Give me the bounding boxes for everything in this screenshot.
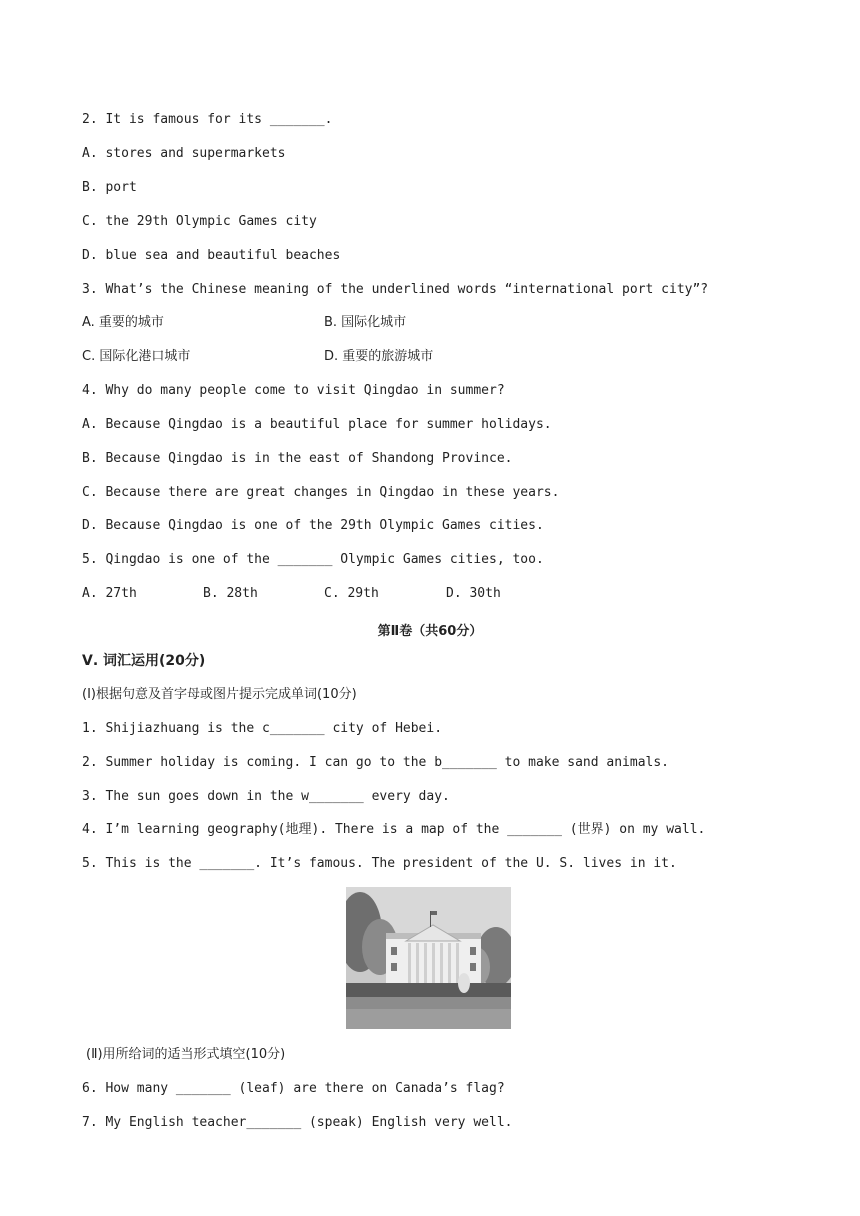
q4-option-a: A. Because Qingdao is a beautiful place for summer holidays.	[82, 417, 552, 432]
vocab-item-3: 3. The sun goes down in the w_______ every day.	[82, 789, 450, 804]
q4-stem: 4. Why do many people come to visit Qingdao in summer?	[82, 383, 505, 398]
section-five-title: Ⅴ. 词汇运用(20分)	[82, 653, 206, 669]
q2-stem: 2. It is famous for its _______.	[82, 112, 333, 127]
q2-option-b: B. port	[82, 180, 137, 195]
q3-option-d: D. 重要的旅游城市	[324, 349, 434, 364]
vocab-item-2: 2. Summer holiday is coming. I can go to the b_______ to make sand animals.	[82, 755, 669, 770]
form-item-6: 6. How many _______ (leaf) are there on Canada’s flag?	[82, 1081, 505, 1096]
vocab-item-1: 1. Shijiazhuang is the c_______ city of Hebei.	[82, 721, 443, 736]
white-house-photo	[346, 887, 511, 1029]
vocab-item-5: 5. This is the _______. It’s famous. The president of the U. S. lives in it.	[82, 856, 677, 871]
q5-option-a: A. 27th	[82, 586, 137, 601]
q3-option-a: A. 重要的城市	[82, 315, 164, 330]
q2-option-c: C. the 29th Olympic Games city	[82, 214, 317, 229]
q4-option-d: D. Because Qingdao is one of the 29th Olympic Games cities.	[82, 518, 544, 533]
q3-stem: 3. What’s the Chinese meaning of the underlined words “international port city”?	[82, 282, 709, 297]
q5-option-b: B. 28th	[203, 586, 258, 601]
subsection-two-title: (Ⅱ)用所给词的适当形式填空(10分)	[86, 1047, 286, 1062]
q4-option-c: C. Because there are great changes in Qingdao in these years.	[82, 485, 560, 500]
q5-option-d: D. 30th	[446, 586, 501, 601]
form-item-7: 7. My English teacher_______ (speak) English very well.	[82, 1115, 513, 1130]
q3-option-c: C. 国际化港口城市	[82, 349, 191, 364]
vocab-item-4: 4. I’m learning geography(地理). There is a map of the _______ (世界) on my wall.	[82, 822, 706, 837]
q3-option-b: B. 国际化城市	[324, 315, 407, 330]
subsection-one-title: (Ⅰ)根据句意及首字母或图片提示完成单词(10分)	[82, 687, 357, 702]
part-two-title: 第Ⅱ卷（共60分）	[377, 624, 483, 639]
q5-stem: 5. Qingdao is one of the _______ Olympic Games cities, too.	[82, 552, 544, 567]
q4-option-b: B. Because Qingdao is in the east of Shandong Province.	[82, 451, 513, 466]
white-house-illustration	[346, 887, 511, 1029]
q2-option-d: D. blue sea and beautiful beaches	[82, 248, 341, 263]
q2-option-a: A. stores and supermarkets	[82, 146, 286, 161]
q5-option-c: C. 29th	[324, 586, 379, 601]
